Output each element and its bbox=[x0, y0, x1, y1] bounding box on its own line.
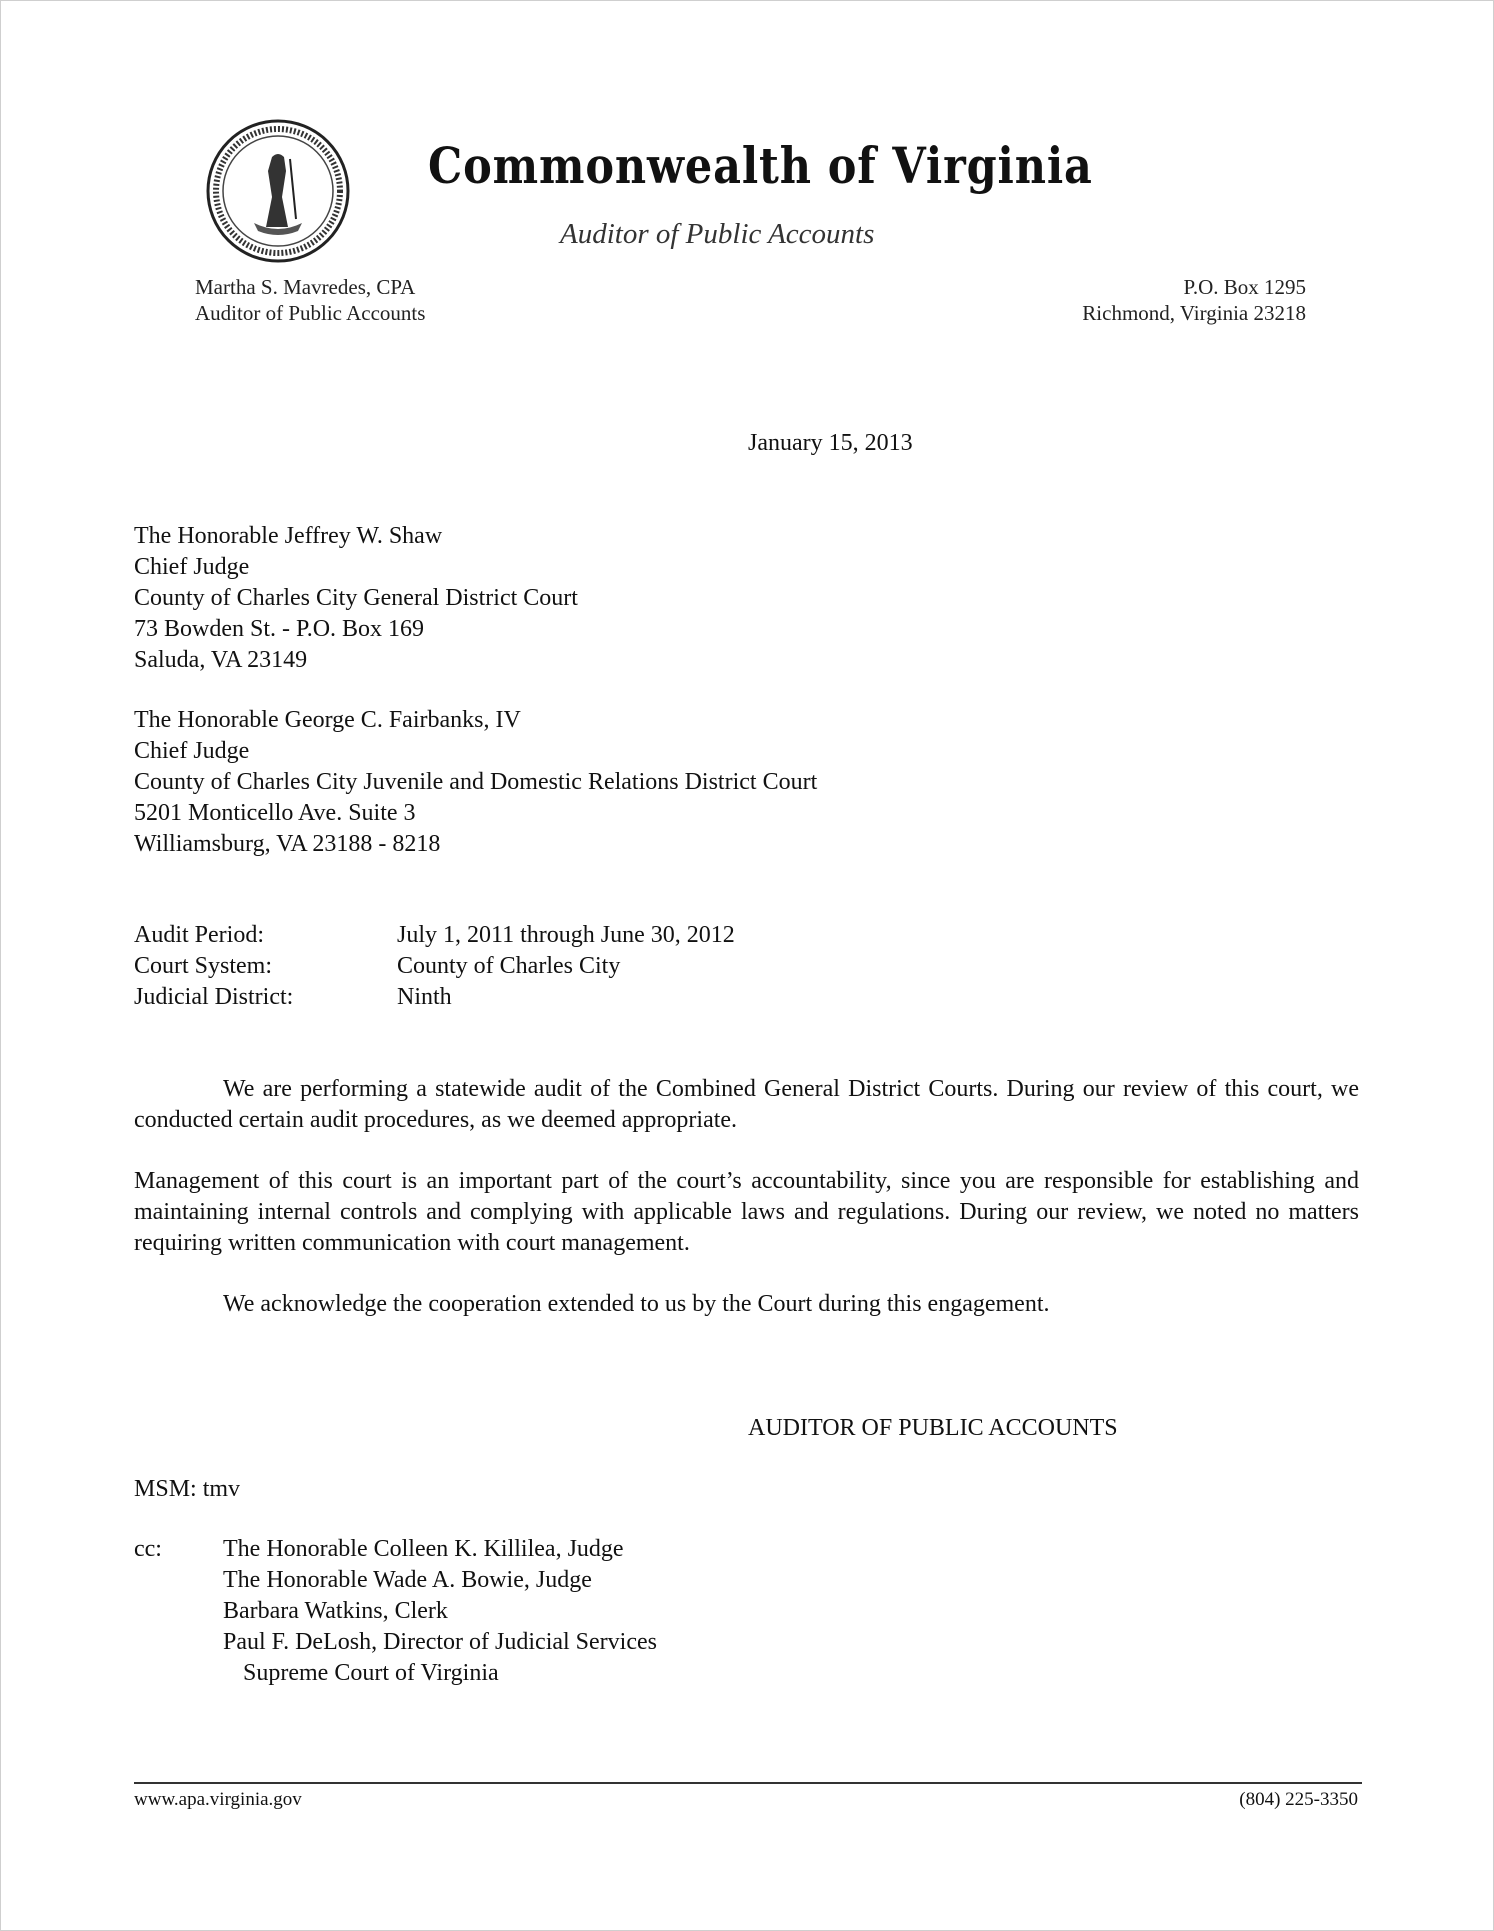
body-paragraph-2: Management of this court is an important part of the court’s accountability, since you are responsible for establishing and maintaining internal controls and complying with applicable laws and regulations. During our review, we noted no matters requiring written communication with court management. bbox=[134, 1168, 1359, 1256]
meta-label: Court System: bbox=[134, 953, 273, 979]
recipient-address-1 bbox=[134, 521, 578, 676]
address-line: The Honorable George C. Fairbanks, IV bbox=[134, 707, 521, 733]
auditor-name-block bbox=[195, 274, 425, 326]
address-line: The Honorable Jeffrey W. Shaw bbox=[134, 523, 443, 549]
virginia-seal-logo bbox=[206, 119, 350, 263]
auditor-title: Auditor of Public Accounts bbox=[195, 301, 426, 325]
footer-website: www.apa.virginia.gov bbox=[134, 1789, 302, 1810]
body-paragraph-3: We acknowledge the cooperation extended to us by the Court during this engagement. bbox=[223, 1291, 1050, 1317]
address-line: Chief Judge bbox=[134, 554, 250, 580]
address-line: Chief Judge bbox=[134, 738, 250, 764]
cc-name: Paul F. DeLosh, Director of Judicial Services bbox=[223, 1629, 657, 1655]
letter-date: January 15, 2013 bbox=[748, 430, 913, 456]
address-line: 73 Bowden St. - P.O. Box 169 bbox=[134, 616, 425, 642]
meta-value: Ninth bbox=[397, 984, 452, 1010]
auditor-name: Martha S. Mavredes, CPA bbox=[195, 275, 416, 299]
court-system-row bbox=[134, 951, 735, 982]
audit-period-row bbox=[134, 920, 735, 951]
body-paragraph-1: We are performing a statewide audit of the Combined General District Courts. During our review of this court, we conducted certain audit procedures, as we deemed appropriate. bbox=[134, 1076, 1359, 1133]
meta-label: Audit Period: bbox=[134, 922, 264, 948]
cc-name: The Honorable Wade A. Bowie, Judge bbox=[223, 1567, 592, 1593]
cc-list bbox=[134, 1534, 657, 1689]
address-line: County of Charles City General District Court bbox=[134, 585, 578, 611]
cc-sub: Supreme Court of Virginia bbox=[243, 1660, 499, 1686]
po-box: P.O. Box 1295 bbox=[1183, 275, 1306, 299]
meta-label: Judicial District: bbox=[134, 984, 294, 1010]
meta-value: County of Charles City bbox=[397, 953, 621, 979]
cc-name: Barbara Watkins, Clerk bbox=[223, 1598, 448, 1624]
office-address-block bbox=[1082, 274, 1306, 326]
judicial-district-row bbox=[134, 982, 735, 1013]
cc-label: cc: bbox=[134, 1536, 162, 1562]
cc-name: The Honorable Colleen K. Killilea, Judge bbox=[223, 1536, 624, 1562]
address-line: Williamsburg, VA 23188 - 8218 bbox=[134, 831, 441, 857]
address-line: Saluda, VA 23149 bbox=[134, 647, 308, 673]
address-line: County of Charles City Juvenile and Domestic Relations District Court bbox=[134, 769, 818, 795]
meta-value: July 1, 2011 through June 30, 2012 bbox=[397, 922, 735, 948]
city-state: Richmond, Virginia 23218 bbox=[1082, 301, 1306, 325]
footer-phone: (804) 225-3350 bbox=[1239, 1789, 1358, 1810]
signature-block: AUDITOR OF PUBLIC ACCOUNTS bbox=[748, 1415, 1118, 1441]
audit-details bbox=[134, 920, 735, 1013]
footer-divider bbox=[134, 1782, 1362, 1784]
address-line: 5201 Monticello Ave. Suite 3 bbox=[134, 800, 416, 826]
initials: MSM: tmv bbox=[134, 1476, 241, 1502]
letterhead-subtitle: Auditor of Public Accounts bbox=[560, 218, 875, 250]
recipient-address-2 bbox=[134, 705, 817, 860]
letterhead-title: Commonwealth of Virginia bbox=[428, 136, 1093, 195]
